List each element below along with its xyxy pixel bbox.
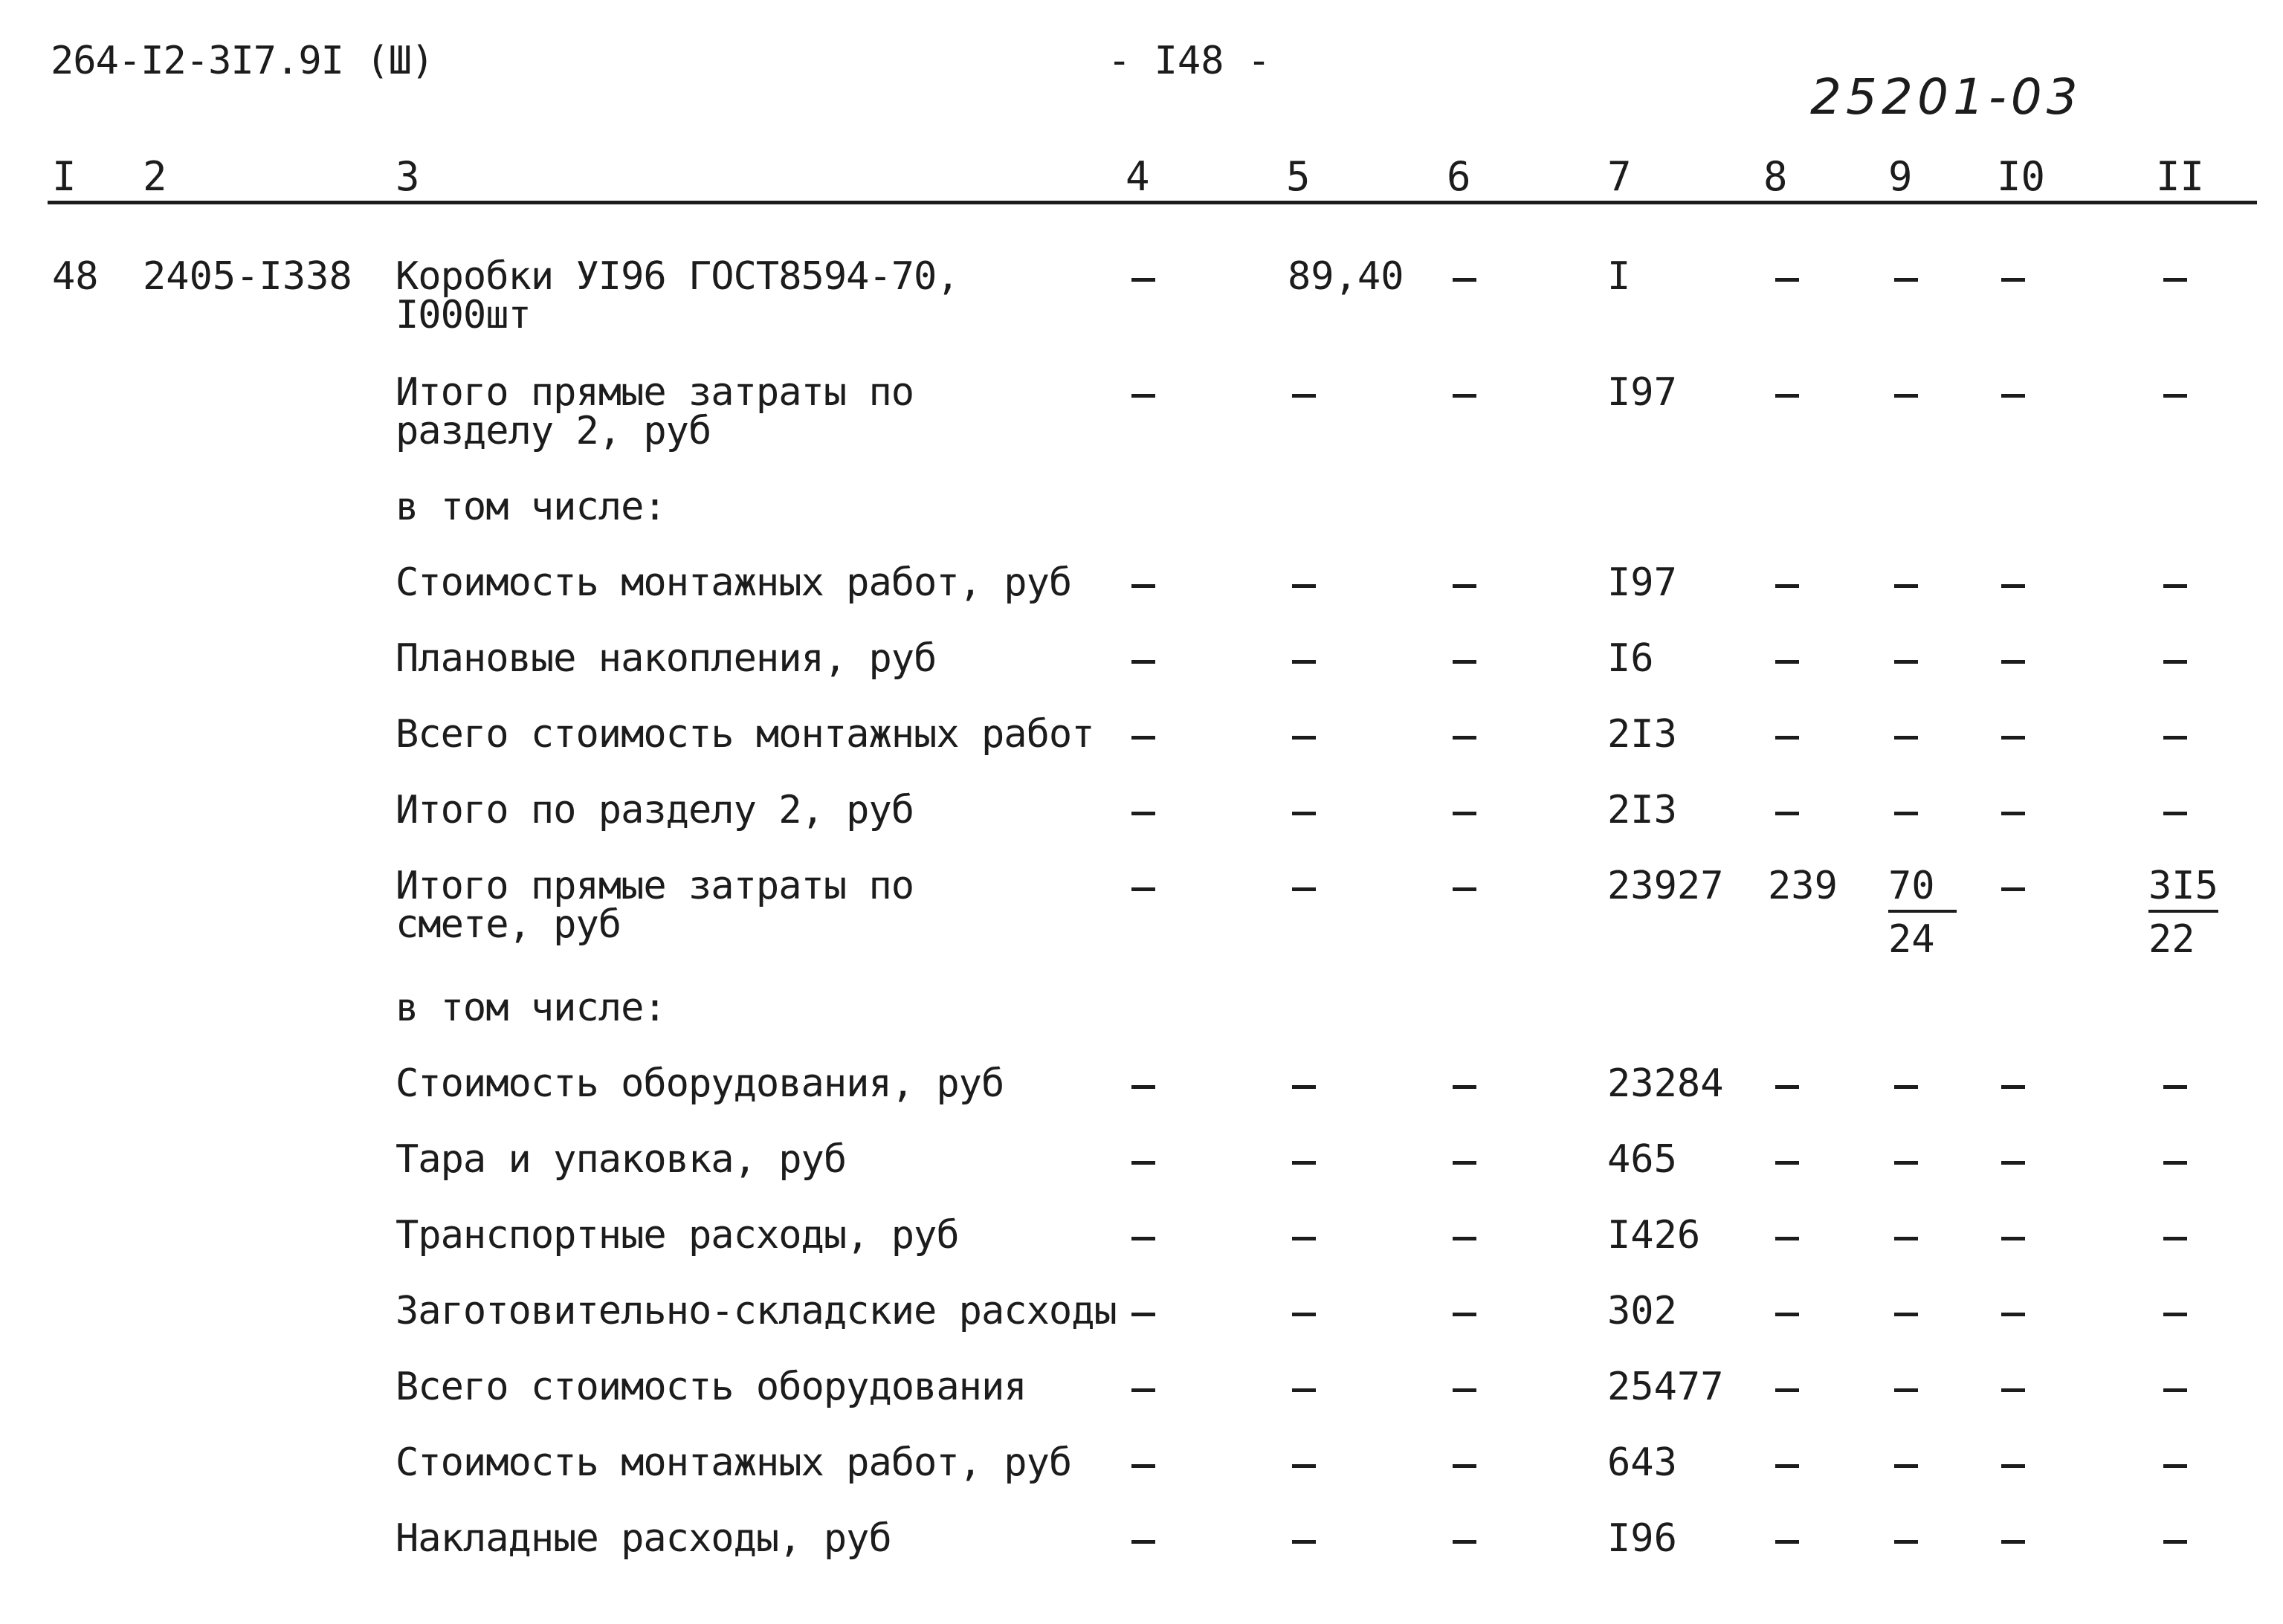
dash-c11 [2163, 1464, 2187, 1468]
value-c7: I [1607, 254, 1631, 299]
dash-c4 [1131, 1540, 1155, 1544]
dash-c9 [1894, 1161, 1918, 1165]
value-c7: 2I3 [1607, 788, 1677, 832]
dash-c11 [2163, 736, 2187, 740]
row-description: в том числе: [395, 485, 666, 529]
dash-c10 [2001, 1388, 2025, 1392]
row-description: Стоимость монтажных работ, руб [395, 1440, 1072, 1485]
header-rule [48, 201, 2257, 204]
row-description: Транспортные расходы, руб [395, 1213, 959, 1258]
fraction-numerator-c9: 70 [1888, 864, 1935, 908]
column-header-11: II [2156, 153, 2205, 200]
dash-c11 [2163, 1388, 2187, 1392]
dash-c5 [1292, 1085, 1316, 1089]
dash-c8 [1775, 1161, 1799, 1165]
column-header-10: I0 [1997, 153, 2046, 200]
dash-c5 [1292, 1464, 1316, 1468]
row-description: Заготовительно-складские расходы [395, 1289, 1117, 1333]
column-header-3: 3 [395, 153, 420, 200]
row-description: Плановые накопления, руб [395, 636, 937, 681]
dash-c5 [1292, 1388, 1316, 1392]
value-c7: 643 [1607, 1440, 1677, 1485]
value-c7: I6 [1607, 636, 1654, 681]
dash-c8 [1775, 394, 1799, 398]
dash-c5 [1292, 1313, 1316, 1316]
dash-c10 [2001, 660, 2025, 664]
handwritten-code: 25201-03 [1810, 68, 2082, 126]
dash-c6 [1453, 660, 1476, 664]
dash-c6 [1453, 278, 1476, 282]
dash-c10 [2001, 278, 2025, 282]
column-header-1: I [52, 153, 77, 200]
dash-c10 [2001, 1237, 2025, 1240]
dash-c4 [1131, 1464, 1155, 1468]
dash-c8 [1775, 1540, 1799, 1544]
dash-c6 [1453, 584, 1476, 588]
dash-c4 [1131, 1388, 1155, 1392]
dash-c9 [1894, 584, 1918, 588]
dash-c11 [2163, 660, 2187, 664]
dash-c6 [1453, 1313, 1476, 1316]
dash-c6 [1453, 1237, 1476, 1240]
dash-c11 [2163, 394, 2187, 398]
dash-c5 [1292, 887, 1316, 891]
dash-c9 [1894, 736, 1918, 740]
dash-c9 [1894, 660, 1918, 664]
value-c7: 23284 [1607, 1061, 1724, 1106]
dash-c5 [1292, 812, 1316, 815]
column-header-8: 8 [1763, 153, 1788, 200]
dash-c6 [1453, 887, 1476, 891]
dash-c8 [1775, 1085, 1799, 1089]
value-c7: 23927 [1607, 864, 1724, 908]
row-description: смете, руб [395, 902, 621, 947]
dash-c9 [1894, 1313, 1918, 1316]
value-c7: I426 [1607, 1213, 1701, 1258]
fraction-denominator-c9: 24 [1888, 917, 1935, 962]
value-c7: 465 [1607, 1137, 1677, 1182]
value-c7: I96 [1607, 1516, 1677, 1561]
dash-c4 [1131, 660, 1155, 664]
dash-c6 [1453, 1161, 1476, 1165]
dash-c9 [1894, 1540, 1918, 1544]
row-description: Тара и упаковка, руб [395, 1137, 847, 1182]
column-header-7: 7 [1607, 153, 1632, 200]
dash-c8 [1775, 812, 1799, 815]
row-description: Всего стоимость монтажных работ [395, 712, 1094, 757]
dash-c9 [1894, 394, 1918, 398]
dash-c4 [1131, 736, 1155, 740]
dash-c6 [1453, 736, 1476, 740]
dash-c10 [2001, 1313, 2025, 1316]
row-description: Стоимость монтажных работ, руб [395, 560, 1072, 605]
dash-c4 [1131, 1161, 1155, 1165]
dash-c4 [1131, 1085, 1155, 1089]
row-description: Коробки УI96 ГОСТ8594-70, [395, 254, 959, 299]
row-description: Итого прямые затраты по [395, 370, 914, 415]
dash-c5 [1292, 1161, 1316, 1165]
dash-c4 [1131, 1237, 1155, 1240]
dash-c6 [1453, 1388, 1476, 1392]
dash-c9 [1894, 812, 1918, 815]
dash-c10 [2001, 887, 2025, 891]
dash-c4 [1131, 812, 1155, 815]
dash-c9 [1894, 1464, 1918, 1468]
dash-c10 [2001, 1161, 2025, 1165]
dash-c11 [2163, 1237, 2187, 1240]
fraction-denominator-c11: 22 [2148, 917, 2195, 962]
dash-c8 [1775, 1464, 1799, 1468]
dash-c6 [1453, 1540, 1476, 1544]
page-number: - I48 - [1108, 39, 1271, 83]
dash-c5 [1292, 660, 1316, 664]
dash-c11 [2163, 1161, 2187, 1165]
dash-c4 [1131, 278, 1155, 282]
value-c5: 89,40 [1288, 254, 1404, 299]
row-description: разделу 2, руб [395, 409, 711, 453]
dash-c6 [1453, 812, 1476, 815]
dash-c5 [1292, 394, 1316, 398]
dash-c10 [2001, 812, 2025, 815]
dash-c4 [1131, 887, 1155, 891]
row-description: Накладные расходы, руб [395, 1516, 891, 1561]
position-number: 48 [52, 254, 99, 299]
dash-c11 [2163, 812, 2187, 815]
fraction-bar-c9 [1888, 910, 1957, 913]
row-description: Стоимость оборудования, руб [395, 1061, 1004, 1106]
row-description: Итого прямые затраты по [395, 864, 914, 908]
row-description: I000шт [395, 293, 531, 337]
dash-c10 [2001, 394, 2025, 398]
row-description: Итого по разделу 2, руб [395, 788, 914, 832]
dash-c9 [1894, 1085, 1918, 1089]
price-code: 2405-I338 [143, 254, 352, 299]
dash-c8 [1775, 660, 1799, 664]
dash-c10 [2001, 1540, 2025, 1544]
dash-c10 [2001, 584, 2025, 588]
column-header-6: 6 [1447, 153, 1471, 200]
dash-c9 [1894, 1388, 1918, 1392]
value-c7: 2I3 [1607, 712, 1677, 757]
column-header-2: 2 [143, 153, 167, 200]
dash-c5 [1292, 736, 1316, 740]
dash-c6 [1453, 394, 1476, 398]
value-c8: 239 [1768, 864, 1838, 908]
dash-c8 [1775, 1388, 1799, 1392]
row-description: Всего стоимость оборудования [395, 1365, 1027, 1409]
dash-c4 [1131, 394, 1155, 398]
dash-c10 [2001, 1464, 2025, 1468]
dash-c5 [1292, 1237, 1316, 1240]
dash-c5 [1292, 584, 1316, 588]
dash-c8 [1775, 278, 1799, 282]
dash-c9 [1894, 278, 1918, 282]
value-c7: I97 [1607, 560, 1677, 605]
value-c7: I97 [1607, 370, 1677, 415]
dash-c8 [1775, 1313, 1799, 1316]
dash-c4 [1131, 1313, 1155, 1316]
value-c7: 302 [1607, 1289, 1677, 1333]
column-header-9: 9 [1888, 153, 1913, 200]
dash-c8 [1775, 736, 1799, 740]
fraction-bar-c11 [2148, 910, 2218, 913]
dash-c4 [1131, 584, 1155, 588]
dash-c11 [2163, 584, 2187, 588]
dash-c10 [2001, 736, 2025, 740]
dash-c8 [1775, 584, 1799, 588]
column-header-5: 5 [1286, 153, 1311, 200]
dash-c11 [2163, 1313, 2187, 1316]
fraction-numerator-c11: 3I5 [2148, 864, 2218, 908]
dash-c6 [1453, 1464, 1476, 1468]
document-code: 264-I2-3I7.9I (Ш) [51, 39, 434, 83]
dash-c11 [2163, 1085, 2187, 1089]
dash-c11 [2163, 1540, 2187, 1544]
dash-c5 [1292, 1540, 1316, 1544]
row-description: в том числе: [395, 986, 666, 1030]
dash-c11 [2163, 278, 2187, 282]
dash-c9 [1894, 1237, 1918, 1240]
dash-c10 [2001, 1085, 2025, 1089]
dash-c8 [1775, 1237, 1799, 1240]
dash-c6 [1453, 1085, 1476, 1089]
column-header-4: 4 [1126, 153, 1150, 200]
value-c7: 25477 [1607, 1365, 1724, 1409]
